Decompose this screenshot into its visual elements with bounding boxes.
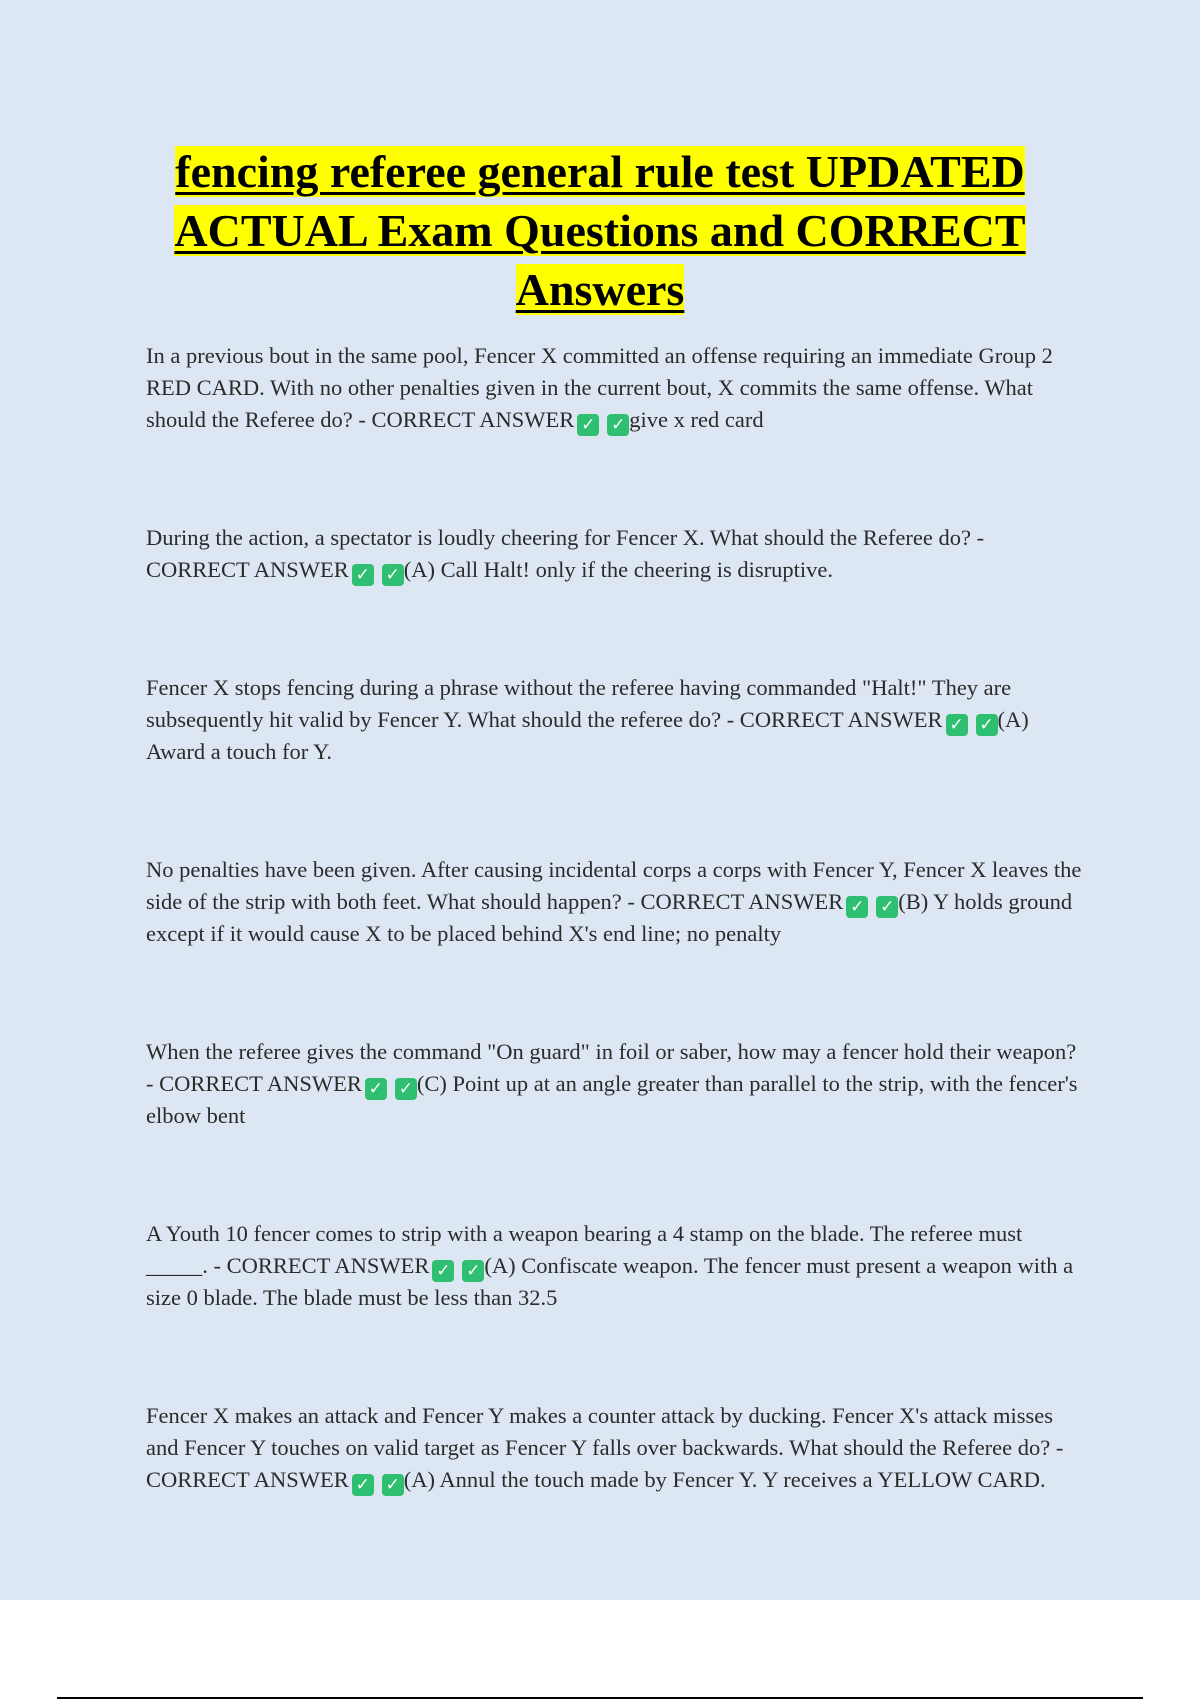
answer-marker: - CORRECT ANSWER xyxy=(146,525,985,582)
answer-text: (A) Call Halt! only if the cheering is disruptive. xyxy=(403,557,834,582)
qa-item xyxy=(146,522,1086,586)
qa-item xyxy=(146,340,1086,436)
check-mark-icon: ✓ xyxy=(846,896,868,918)
check-mark-icon: ✓ xyxy=(577,414,599,436)
check-mark-icon: ✓ xyxy=(946,714,968,736)
check-mark-icon: ✓ xyxy=(382,564,404,586)
check-mark-icon: ✓ xyxy=(462,1260,484,1282)
answer-marker: - CORRECT ANSWER xyxy=(146,1071,362,1096)
check-mark-icon: ✓ xyxy=(976,714,998,736)
answer-text: (B) Y holds ground except if it would cause X to be placed behind X's end line; no penalty xyxy=(146,889,1073,946)
title-line: Answers xyxy=(515,264,685,315)
check-mark-icon: ✓ xyxy=(352,564,374,586)
question-text: Fencer X makes an attack and Fencer Y makes a counter attack by ducking. Fencer X's attack misses and Fencer Y touches on valid target as Fencer Y falls over backwards. What should the Referee do? xyxy=(146,1403,1054,1460)
qa-item xyxy=(146,672,1086,768)
document-title xyxy=(120,142,1080,319)
question-text: Fencer X stops fencing during a phrase without the referee having commanded "Halt!" They are subsequently hit valid by Fencer Y. What should the referee do? xyxy=(146,675,1012,732)
check-mark-icon: ✓ xyxy=(382,1474,404,1496)
question-text: A Youth 10 fencer comes to strip with a weapon bearing a 4 stamp on the blade. The referee must _____. xyxy=(146,1221,1023,1278)
check-mark-icon: ✓ xyxy=(876,896,898,918)
question-text: No penalties have been given. After causing incidental corps a corps with Fencer Y, Fencer X leaves the side of the strip with both feet. What should happen? xyxy=(146,857,1082,914)
question-text: When the referee gives the command "On guard" in foil or saber, how may a fencer hold their weapon? xyxy=(146,1039,1077,1064)
qa-item xyxy=(146,1400,1086,1496)
footer-divider xyxy=(57,1697,1143,1699)
title-line: fencing referee general rule test UPDATED xyxy=(175,146,1025,197)
answer-text: (A) Award a touch for Y. xyxy=(146,707,1029,764)
check-mark-icon: ✓ xyxy=(365,1078,387,1100)
question-text: During the action, a spectator is loudly cheering for Fencer X. What should the Referee do? xyxy=(146,525,971,550)
check-mark-icon: ✓ xyxy=(432,1260,454,1282)
answer-text: (A) Confiscate weapon. The fencer must present a weapon with a size 0 blade. The blade must be less than 32.5 xyxy=(146,1253,1074,1310)
qa-item xyxy=(146,1218,1086,1314)
check-mark-icon: ✓ xyxy=(607,414,629,436)
qa-item xyxy=(146,1036,1086,1132)
answer-text: (A) Annul the touch made by Fencer Y. Y receives a YELLOW CARD. xyxy=(403,1467,1046,1492)
title-line: ACTUAL Exam Questions and CORRECT xyxy=(174,205,1026,256)
answer-marker: - CORRECT ANSWER xyxy=(627,889,844,914)
question-text: In a previous bout in the same pool, Fencer X committed an offense requiring an immediate Group 2 RED CARD. With no other penalties given in the current bout, X commits the same offense. What should the Referee do? xyxy=(146,343,1053,432)
check-mark-icon: ✓ xyxy=(395,1078,417,1100)
answer-marker: - CORRECT ANSWER xyxy=(358,407,575,432)
qa-item xyxy=(146,854,1086,950)
answer-marker: - CORRECT ANSWER xyxy=(213,1253,430,1278)
answer-text: (C) Point up at an angle greater than parallel to the strip, with the fencer's elbow bent xyxy=(146,1071,1078,1128)
check-mark-icon: ✓ xyxy=(352,1474,374,1496)
answer-text: give x red card xyxy=(629,407,764,432)
answer-marker: - CORRECT ANSWER xyxy=(146,1435,1064,1492)
answer-marker: - CORRECT ANSWER xyxy=(726,707,943,732)
question-list xyxy=(146,340,1086,1496)
